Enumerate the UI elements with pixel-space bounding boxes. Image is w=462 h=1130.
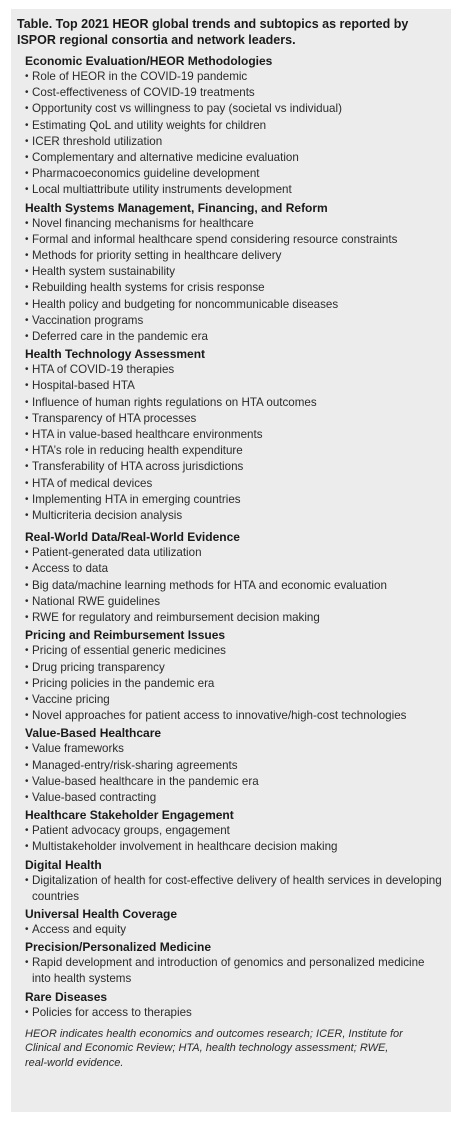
list-item-text: HTA in value-based healthcare environments — [32, 428, 263, 442]
list-item — [25, 922, 445, 938]
list-item — [25, 118, 445, 134]
bullet-icon: • — [25, 710, 29, 722]
trend-section — [25, 857, 445, 905]
list-item — [25, 692, 445, 708]
bullet-icon: • — [25, 168, 29, 180]
list-item-text: HTA of COVID-19 therapies — [32, 363, 175, 377]
subtopic-list — [25, 643, 445, 724]
list-item — [25, 1005, 445, 1021]
bullet-icon: • — [25, 841, 29, 853]
bullet-icon: • — [25, 282, 29, 294]
trend-section — [25, 627, 445, 724]
list-item — [25, 427, 445, 443]
list-item-text: Deferred care in the pandemic era — [32, 330, 208, 344]
bullet-icon: • — [25, 645, 29, 657]
bullet-icon: • — [25, 250, 29, 262]
bullet-icon: • — [25, 396, 29, 408]
list-item-text: National RWE guidelines — [32, 594, 161, 608]
list-item-text: Opportunity cost vs willingness to pay (societal vs individual) — [32, 102, 342, 116]
bullet-icon: • — [25, 298, 29, 310]
list-item — [25, 578, 445, 594]
list-item — [25, 823, 445, 839]
section-heading: Healthcare Stakeholder Engagement — [25, 808, 234, 823]
section-heading: Digital Health — [25, 857, 102, 872]
list-item-text: Digitalization of health for cost-effective delivery of health services in developing countries — [32, 873, 442, 903]
list-item-text: Novel financing mechanisms for healthcare — [32, 216, 254, 230]
list-item — [25, 610, 445, 626]
list-item — [25, 955, 445, 987]
list-item — [25, 839, 445, 855]
table-footnote: HEOR indicates health economics and outcomes research; ICER, Institute for Clinical and Economic Review; HTA, health technology assessment; RWE, real-world evidence. — [25, 1027, 403, 1069]
trend-section — [25, 53, 445, 199]
list-item — [25, 660, 445, 676]
list-item — [25, 395, 445, 411]
trend-section — [25, 725, 445, 806]
list-item-text: HTA of medical devices — [32, 476, 153, 490]
list-item — [25, 85, 445, 101]
bullet-icon: • — [25, 331, 29, 343]
section-heading: Health Systems Management, Financing, and Reform — [25, 200, 328, 215]
list-item-text: Rebuilding health systems for crisis response — [32, 281, 265, 295]
list-item-text: Local multiattribute utility instruments development — [32, 183, 292, 197]
list-item — [25, 741, 445, 757]
bullet-icon: • — [25, 923, 29, 935]
list-item — [25, 166, 445, 182]
list-item-text: Pharmacoeconomics guideline development — [32, 167, 260, 181]
list-item-text: Managed-entry/risk-sharing agreements — [32, 758, 238, 772]
list-item — [25, 297, 445, 313]
bullet-icon: • — [25, 135, 29, 147]
trend-section — [25, 939, 445, 987]
section-heading: Economic Evaluation/HEOR Methodologies — [25, 54, 273, 68]
list-item — [25, 790, 445, 806]
list-item-text: Pricing policies in the pandemic era — [32, 676, 215, 690]
bullet-icon: • — [25, 477, 29, 489]
list-item — [25, 101, 445, 117]
bullet-icon: • — [25, 595, 29, 607]
list-item-text: Complementary and alternative medicine evaluation — [32, 151, 299, 165]
bullet-icon: • — [25, 429, 29, 441]
bullet-icon: • — [25, 233, 29, 245]
list-item-text: Hospital-based HTA — [32, 379, 135, 393]
subtopic-list — [25, 545, 445, 626]
bullet-icon: • — [25, 266, 29, 278]
list-item-text: Implementing HTA in emerging countries — [32, 492, 241, 506]
bullet-icon: • — [25, 579, 29, 591]
trend-section — [25, 346, 445, 524]
list-item-text: Health system sustainability — [32, 265, 176, 279]
bullet-icon: • — [25, 510, 29, 522]
subtopic-list — [25, 823, 445, 855]
list-item-text: Influence of human rights regulations on HTA outcomes — [32, 395, 317, 409]
list-item — [25, 443, 445, 459]
bullet-icon: • — [25, 314, 29, 326]
list-item — [25, 545, 445, 561]
section-heading: Health Technology Assessment — [25, 347, 206, 362]
list-item — [25, 774, 445, 790]
list-item — [25, 508, 445, 524]
list-item-text: Estimating QoL and utility weights for children — [32, 118, 267, 132]
bullet-icon: • — [25, 103, 29, 115]
list-item-text: Health policy and budgeting for noncommunicable diseases — [32, 297, 339, 311]
list-item-text: Patient-generated data utilization — [32, 546, 202, 560]
list-item-text: Methods for priority setting in healthcare delivery — [32, 249, 282, 263]
subtopic-list — [25, 741, 445, 806]
section-heading: Precision/Personalized Medicine — [25, 940, 212, 955]
section-heading: Rare Diseases — [25, 989, 108, 1004]
section-heading: Real-World Data/Real-World Evidence — [25, 530, 240, 545]
list-item — [25, 476, 445, 492]
list-item — [25, 134, 445, 150]
list-item-text: HTA’s role in reducing health expenditure — [32, 444, 243, 458]
bullet-icon: • — [25, 364, 29, 376]
trend-sections — [17, 53, 445, 1021]
table-panel — [11, 9, 451, 1112]
list-item — [25, 676, 445, 692]
bullet-icon: • — [25, 445, 29, 457]
trend-section — [25, 529, 445, 626]
list-item-text: Access and equity — [32, 922, 127, 936]
bullet-icon: • — [25, 412, 29, 424]
list-item-text: Value frameworks — [32, 742, 124, 756]
list-item-text: Rapid development and introduction of genomics and personalized medicine into health systems — [32, 956, 425, 986]
bullet-icon: • — [25, 1006, 29, 1018]
bullet-icon: • — [25, 612, 29, 624]
bullet-icon: • — [25, 743, 29, 755]
bullet-icon: • — [25, 791, 29, 803]
bullet-icon: • — [25, 380, 29, 392]
bullet-icon: • — [25, 217, 29, 229]
list-item-text: Vaccine pricing — [32, 692, 110, 706]
bullet-icon: • — [25, 87, 29, 99]
bullet-icon: • — [25, 825, 29, 837]
list-item — [25, 248, 445, 264]
list-item — [25, 232, 445, 248]
list-item-text: Formal and informal healthcare spend considering resource constraints — [32, 232, 398, 246]
list-item — [25, 873, 445, 905]
list-item-text: Vaccination programs — [32, 313, 144, 327]
list-item — [25, 561, 445, 577]
list-item-text: Big data/machine learning methods for HTA and economic evaluation — [32, 578, 387, 592]
list-item — [25, 329, 445, 345]
bullet-icon: • — [25, 957, 29, 969]
list-item-text: Transferability of HTA across jurisdictions — [32, 460, 244, 474]
list-item — [25, 264, 445, 280]
list-item — [25, 378, 445, 394]
list-item-text: Cost-effectiveness of COVID-19 treatments — [32, 86, 255, 100]
list-item-text: Value-based healthcare in the pandemic era — [32, 774, 259, 788]
list-item-text: Patient advocacy groups, engagement — [32, 824, 230, 838]
list-item — [25, 411, 445, 427]
section-heading: Value-Based Healthcare — [25, 726, 162, 741]
trend-section — [25, 989, 445, 1021]
list-item — [25, 459, 445, 475]
subtopic-list — [25, 955, 445, 987]
list-item — [25, 280, 445, 296]
list-item-text: Access to data — [32, 562, 109, 576]
section-heading: Universal Health Coverage — [25, 906, 178, 921]
subtopic-list — [25, 1005, 445, 1021]
subtopic-list — [25, 873, 445, 905]
subtopic-list — [25, 216, 445, 346]
bullet-icon: • — [25, 152, 29, 164]
list-item-text: Pricing of essential generic medicines — [32, 644, 226, 658]
bullet-icon: • — [25, 775, 29, 787]
list-item — [25, 758, 445, 774]
list-item-text: Role of HEOR in the COVID-19 pandemic — [32, 70, 248, 83]
list-item — [25, 313, 445, 329]
bullet-icon: • — [25, 184, 29, 196]
list-item-text: Transparency of HTA processes — [32, 411, 197, 425]
list-item — [25, 216, 445, 232]
section-heading: Pricing and Reimbursement Issues — [25, 628, 226, 643]
list-item — [25, 69, 445, 85]
list-item — [25, 594, 445, 610]
bullet-icon: • — [25, 547, 29, 559]
subtopic-list — [25, 69, 445, 199]
bullet-icon: • — [25, 661, 29, 673]
list-item — [25, 362, 445, 378]
table-title: Table. Top 2021 HEOR global trends and subtopics as reported by ISPOR regional consortia and network leaders. — [17, 17, 409, 47]
list-item — [25, 643, 445, 659]
list-item-text: Value-based contracting — [32, 790, 157, 804]
list-item-text: Drug pricing transparency — [32, 660, 165, 674]
bullet-icon: • — [25, 874, 29, 886]
list-item — [25, 182, 445, 198]
bullet-icon: • — [25, 759, 29, 771]
bullet-icon: • — [25, 71, 29, 82]
bullet-icon: • — [25, 493, 29, 505]
bullet-icon: • — [25, 677, 29, 689]
bullet-icon: • — [25, 119, 29, 131]
list-item — [25, 492, 445, 508]
list-item-text: Policies for access to therapies — [32, 1005, 192, 1019]
list-item-text: Novel approaches for patient access to innovative/high-cost technologies — [32, 709, 407, 723]
bullet-icon: • — [25, 693, 29, 705]
list-item-text: ICER threshold utilization — [32, 134, 163, 148]
subtopic-list — [25, 362, 445, 524]
trend-section — [25, 906, 445, 938]
trend-section — [25, 200, 445, 346]
list-item — [25, 708, 445, 724]
list-item-text: RWE for regulatory and reimbursement decision making — [32, 611, 320, 625]
subtopic-list — [25, 922, 445, 938]
list-item-text: Multistakeholder involvement in healthcare decision making — [32, 840, 338, 854]
list-item-text: Multicriteria decision analysis — [32, 509, 183, 523]
bullet-icon: • — [25, 461, 29, 473]
trend-section — [25, 807, 445, 855]
list-item — [25, 150, 445, 166]
bullet-icon: • — [25, 563, 29, 575]
